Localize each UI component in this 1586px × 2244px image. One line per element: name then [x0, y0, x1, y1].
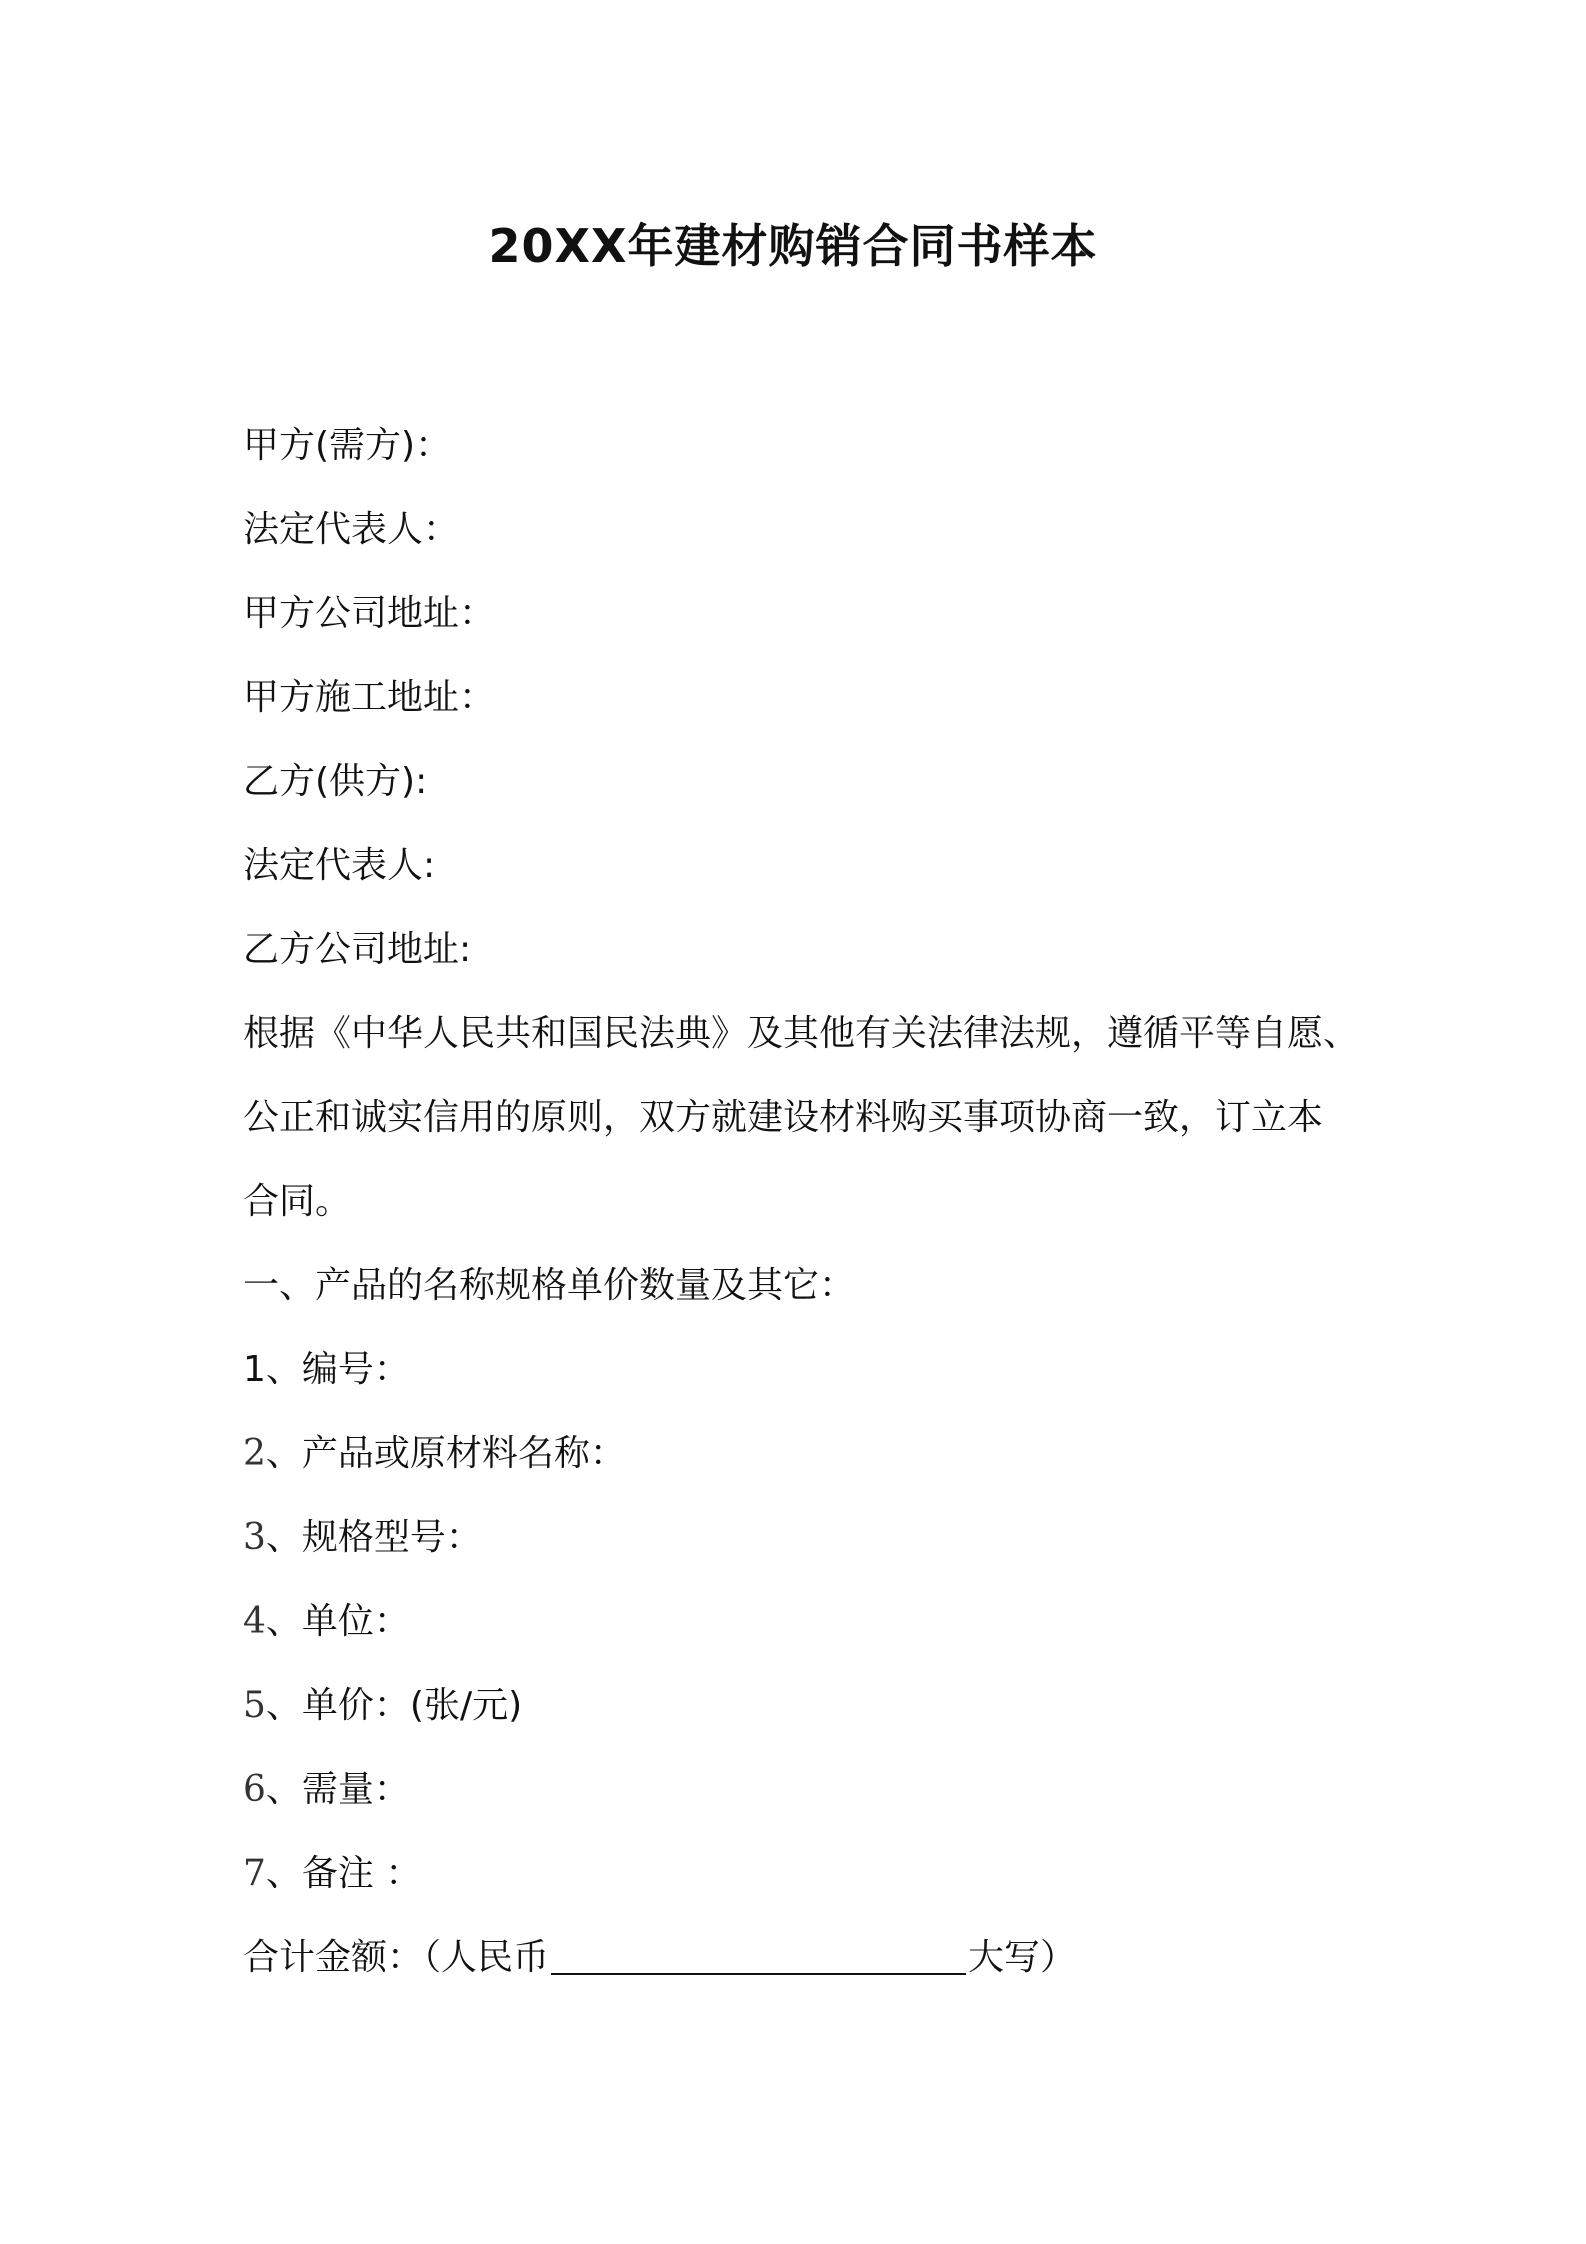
preamble-line: 根据《中华人民共和国民法典》及其他有关法律法规，遵循平等自愿、: [243, 1013, 1360, 1054]
item-number-field: [243, 1328, 1363, 1412]
total-amount-blank-line: [551, 1933, 966, 1975]
item-separator: 、: [265, 1349, 302, 1390]
item-label: 编号：: [301, 1349, 410, 1390]
party-a-field: 甲方(需方)：: [243, 425, 452, 466]
item-unit-price-field: [243, 1664, 1363, 1748]
item-index: 2: [243, 1433, 266, 1474]
section-1-heading: 一、产品的名称规格单价数量及其它：: [243, 1265, 856, 1306]
item-label: 需量：: [301, 1769, 410, 1810]
item-quantity-field: [243, 1748, 1363, 1832]
item-index: 6: [243, 1769, 266, 1810]
item-index: 1: [243, 1349, 266, 1390]
item-spec-field: [243, 1496, 1363, 1580]
document-body: [243, 404, 1363, 2000]
party-b-company-address-field: 乙方公司地址:: [243, 929, 472, 970]
item-label: 备注 ：: [301, 1853, 422, 1894]
total-amount-suffix: 大写）: [968, 1937, 1077, 1978]
preamble-line: 合同。: [243, 1181, 352, 1222]
document-title: 20XX年建材购销合同书样本: [488, 219, 1098, 273]
party-b-representative-field: 法定代表人:: [243, 845, 436, 886]
item-product-name-field: [243, 1412, 1363, 1496]
party-a-representative-field: 法定代表人：: [243, 509, 460, 550]
party-a-construction-address-field: 甲方施工地址：: [243, 677, 496, 718]
item-index: 3: [243, 1517, 266, 1558]
item-remarks-field: [243, 1832, 1363, 1916]
item-separator: 、: [265, 1685, 302, 1726]
item-separator: 、: [265, 1853, 302, 1894]
preamble-line: 公正和诚实信用的原则，双方就建设材料购买事项协商一致，订立本: [243, 1097, 1324, 1138]
total-amount-prefix: 合计金额：（人民币: [243, 1937, 550, 1978]
party-b-field: 乙方(供方):: [243, 761, 428, 802]
item-label: 单价：(张/元): [301, 1685, 523, 1726]
item-separator: 、: [265, 1601, 302, 1642]
item-label: 规格型号：: [301, 1517, 482, 1558]
item-label: 单位：: [301, 1601, 410, 1642]
item-index: 4: [243, 1601, 266, 1642]
item-separator: 、: [265, 1433, 302, 1474]
item-separator: 、: [265, 1517, 302, 1558]
item-unit-field: [243, 1580, 1363, 1664]
item-index: 5: [243, 1685, 266, 1726]
party-a-company-address-field: 甲方公司地址：: [243, 593, 496, 634]
item-label: 产品或原材料名称：: [301, 1433, 626, 1474]
item-index: 7: [243, 1853, 266, 1894]
item-separator: 、: [265, 1769, 302, 1810]
total-amount-field: [243, 1916, 1363, 2000]
